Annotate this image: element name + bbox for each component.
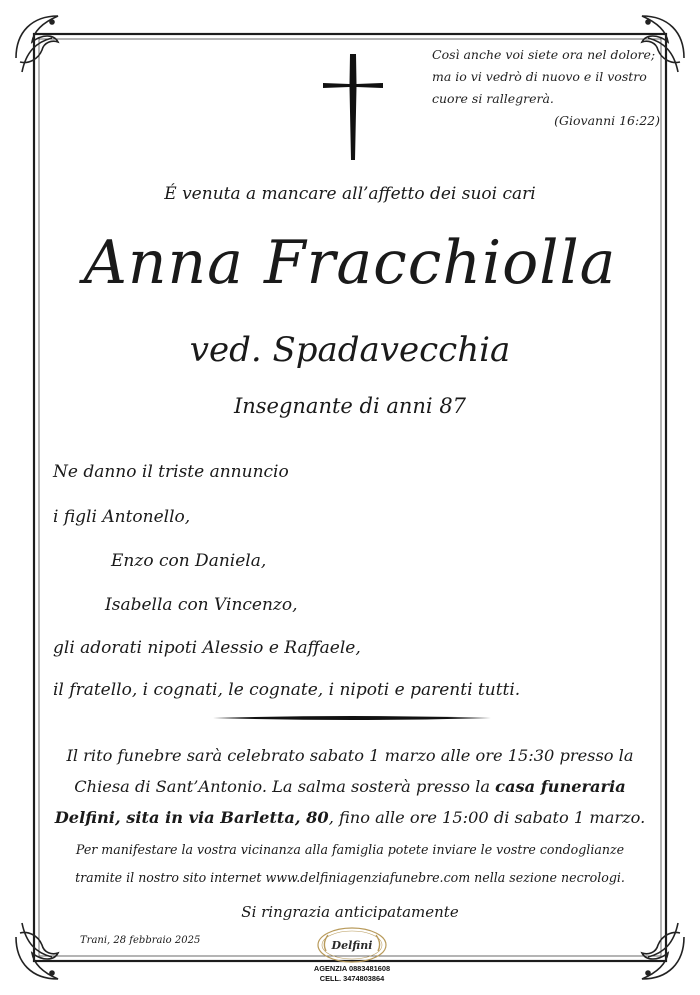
- intro-text: É venuta a mancare all’affetto dei suoi cari: [164, 184, 536, 204]
- cross-icon: [323, 54, 383, 160]
- deceased-description: Insegnante di anni 87: [233, 394, 467, 418]
- announcement-line: i figli Antonello,: [53, 507, 191, 527]
- funeral-rite-text: [0, 740, 700, 833]
- rite-line-bold: Delfini, sita in via Barletta, 80: [54, 808, 329, 827]
- rite-line-part: , fino alle ore 15:00 di sabato 1 marzo.: [328, 808, 646, 827]
- corner-ornament-bottom-left: [16, 923, 58, 979]
- corner-ornament-bottom-right: [642, 923, 684, 979]
- quote-line: cuore si rallegrerà.: [432, 91, 554, 106]
- divider-line: [213, 713, 491, 723]
- condolences-line: Per manifestare la vostra vicinanza alla famiglia potete inviare le vostre condoglianze: [75, 842, 625, 857]
- place-date: Trani, 28 febbraio 2025: [80, 935, 201, 946]
- agency-brand: Delfini: [331, 939, 373, 952]
- thanks-text: Si ringrazia anticipatamente: [241, 903, 459, 921]
- agency-phone: AGENZIA 0883481608: [313, 964, 391, 973]
- rite-line: [0, 802, 700, 833]
- quote-reference: (Giovanni 16:22): [554, 113, 660, 128]
- announcement-line: il fratello, i cognati, le cognate, i nipoti e parenti tutti.: [53, 680, 521, 700]
- bible-quote: [432, 44, 672, 132]
- widow-of: ved. Spadavecchia: [189, 330, 511, 370]
- quote-line: Così anche voi siete ora nel dolore;: [432, 47, 656, 62]
- announcement-line: Ne danno il triste annuncio: [53, 462, 289, 482]
- corner-ornament-top-left: [16, 16, 58, 72]
- condolences-text: [0, 836, 700, 892]
- condolences-line: tramite il nostro sito internet www.delfiniagenziafunebre.com nella sezione necrologi.: [75, 870, 625, 885]
- announcement-line: Isabella con Vincenzo,: [105, 595, 298, 615]
- agency-logo: [300, 925, 404, 987]
- rite-line: Il rito funebre sarà celebrato sabato 1 marzo alle ore 15:30 presso la: [66, 746, 634, 765]
- quote-line: ma io vi vedrò di nuovo e il vostro: [432, 69, 647, 84]
- announcement-line: Enzo con Daniela,: [111, 551, 267, 571]
- rite-line: [0, 771, 700, 802]
- rite-line-bold: casa funeraria: [495, 777, 626, 796]
- agency-mobile: CELL. 3474803864: [319, 974, 385, 983]
- announcement-line: gli adorati nipoti Alessio e Raffaele,: [53, 638, 361, 658]
- rite-line-part: Chiesa di Sant’Antonio. La salma sosterà presso la: [74, 777, 496, 796]
- deceased-name: Anna Fracchiolla: [83, 228, 617, 298]
